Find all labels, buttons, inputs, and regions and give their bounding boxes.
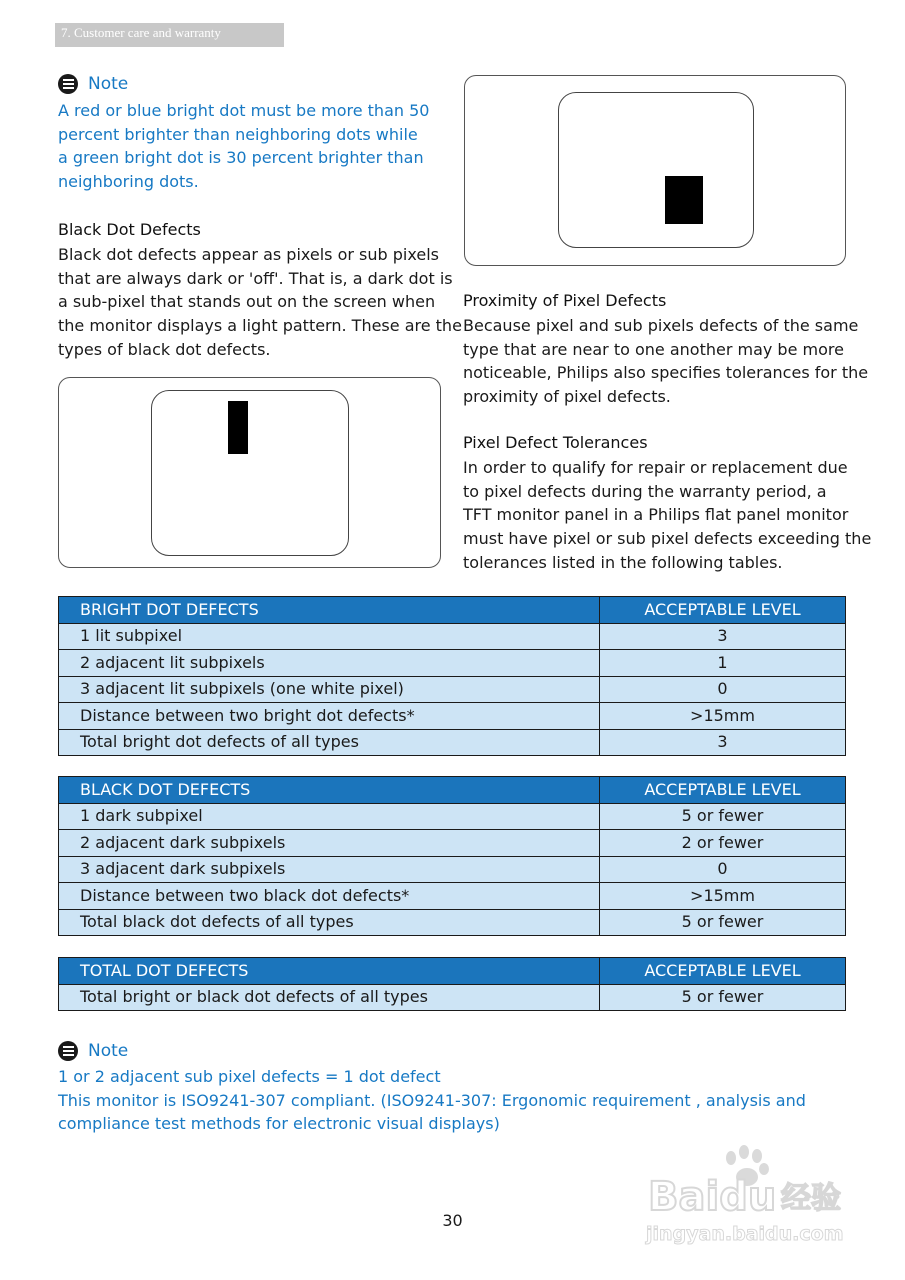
total-dot-table xyxy=(58,957,846,1011)
note-paragraph xyxy=(58,99,429,193)
table-row xyxy=(59,650,846,677)
note-title: Note xyxy=(88,1041,129,1061)
body-line: proximity of pixel defects. xyxy=(463,387,671,407)
table-cell: 1 lit subpixel xyxy=(59,623,600,650)
baidu-watermark xyxy=(643,1140,858,1250)
table-cell: 0 xyxy=(600,856,846,883)
body-line: to pixel defects during the warranty period, a xyxy=(463,481,827,501)
table-cell: Distance between two black dot defects* xyxy=(59,883,600,910)
table-cell: 5 or fewer xyxy=(600,909,846,936)
table-row xyxy=(59,984,846,1011)
table-row xyxy=(59,856,846,883)
table-cell: Total bright dot defects of all types xyxy=(59,729,600,756)
tolerances-heading: Pixel Defect Tolerances xyxy=(463,433,648,452)
table-cell: 2 or fewer xyxy=(600,830,846,857)
table-cell: 3 adjacent dark subpixels xyxy=(59,856,600,883)
body-line: type that are near to one another may be more xyxy=(463,339,844,359)
table-cell: Distance between two bright dot defects* xyxy=(59,703,600,730)
table-cell: >15mm xyxy=(600,883,846,910)
black-dot-figure xyxy=(58,377,441,568)
table-header-cell: TOTAL DOT DEFECTS xyxy=(59,958,600,985)
table-header-row xyxy=(59,777,846,804)
black-dot-paragraph xyxy=(58,243,462,362)
black-dot-table xyxy=(58,776,846,936)
note-icon xyxy=(58,1041,78,1061)
note-line: This monitor is ISO9241-307 compliant. (ISO9241-307: Ergonomic requirement , analysis and xyxy=(58,1090,806,1110)
table-row xyxy=(59,623,846,650)
table-row xyxy=(59,803,846,830)
body-line: Black dot defects appear as pixels or sub pixels xyxy=(58,245,439,264)
table-cell: 3 xyxy=(600,729,846,756)
table-header-cell: ACCEPTABLE LEVEL xyxy=(600,777,846,804)
table-row xyxy=(59,909,846,936)
screen-illustration xyxy=(151,390,349,556)
body-line: In order to qualify for repair or replacement due xyxy=(463,458,848,477)
body-line: must have pixel or sub pixel defects exceeding the xyxy=(463,529,872,549)
table-row xyxy=(59,676,846,703)
note-paragraph xyxy=(58,1065,806,1136)
table-cell: 2 adjacent dark subpixels xyxy=(59,830,600,857)
note-heading xyxy=(58,1041,128,1061)
note-line: 1 or 2 adjacent sub pixel defects = 1 dot defect xyxy=(58,1067,441,1086)
table-header-cell: BRIGHT DOT DEFECTS xyxy=(59,597,600,624)
table-row xyxy=(59,703,846,730)
proximity-paragraph xyxy=(463,314,868,409)
pixel-defect-figure xyxy=(464,75,846,266)
body-line: types of black dot defects. xyxy=(58,339,271,359)
black-dot-illustration xyxy=(228,401,248,454)
note-line: percent brighter than neighboring dots while xyxy=(58,124,418,144)
page-number: 30 xyxy=(442,1211,463,1230)
body-line: tolerances listed in the following tables. xyxy=(463,552,783,572)
table-cell: Total black dot defects of all types xyxy=(59,909,600,936)
table-cell: 5 or fewer xyxy=(600,984,846,1011)
note-line: A red or blue bright dot must be more than 50 xyxy=(58,101,430,120)
black-dot-heading: Black Dot Defects xyxy=(58,220,201,239)
table-header-row xyxy=(59,597,846,624)
watermark-url: jingyan.baidu.com xyxy=(646,1223,844,1245)
note-line: neighboring dots. xyxy=(58,171,199,191)
table-header-cell: BLACK DOT DEFECTS xyxy=(59,777,600,804)
body-line: TFT monitor panel in a Philips flat panel monitor xyxy=(463,505,849,525)
table-cell: 3 xyxy=(600,623,846,650)
note-line: compliance test methods for electronic visual displays) xyxy=(58,1114,500,1133)
screen-illustration xyxy=(558,92,754,248)
note-title: Note xyxy=(88,74,129,94)
table-header-row xyxy=(59,958,846,985)
note-line: a green bright dot is 30 percent brighter than xyxy=(58,148,424,167)
table-cell: 2 adjacent lit subpixels xyxy=(59,650,600,677)
body-line: a sub-pixel that stands out on the screen when xyxy=(58,292,436,312)
table-cell: >15mm xyxy=(600,703,846,730)
table-row xyxy=(59,830,846,857)
section-header-tab: 7. Customer care and warranty xyxy=(55,23,284,47)
note-icon xyxy=(58,74,78,94)
dark-dot-illustration xyxy=(665,176,703,224)
table-cell: 1 xyxy=(600,650,846,677)
bright-dot-table xyxy=(58,596,846,756)
table-cell: 1 dark subpixel xyxy=(59,803,600,830)
table-cell: 3 adjacent lit subpixels (one white pixel) xyxy=(59,676,600,703)
tolerances-paragraph xyxy=(463,456,871,575)
body-line: noticeable, Philips also specifies tolerances for the xyxy=(463,363,869,383)
watermark-brand: Baidu xyxy=(648,1174,777,1220)
proximity-heading: Proximity of Pixel Defects xyxy=(463,291,667,310)
table-cell: 0 xyxy=(600,676,846,703)
table-cell: 5 or fewer xyxy=(600,803,846,830)
note-heading xyxy=(58,74,128,94)
body-line: the monitor displays a light pattern. These are the xyxy=(58,316,462,336)
table-row xyxy=(59,729,846,756)
body-line: Because pixel and sub pixels defects of the same xyxy=(463,316,859,335)
table-cell: Total bright or black dot defects of all types xyxy=(59,984,600,1011)
body-line: that are always dark or 'off'. That is, a dark dot is xyxy=(58,268,453,288)
table-row xyxy=(59,883,846,910)
table-header-cell: ACCEPTABLE LEVEL xyxy=(600,958,846,985)
watermark-cn: 经验 xyxy=(781,1181,841,1216)
table-header-cell: ACCEPTABLE LEVEL xyxy=(600,597,846,624)
